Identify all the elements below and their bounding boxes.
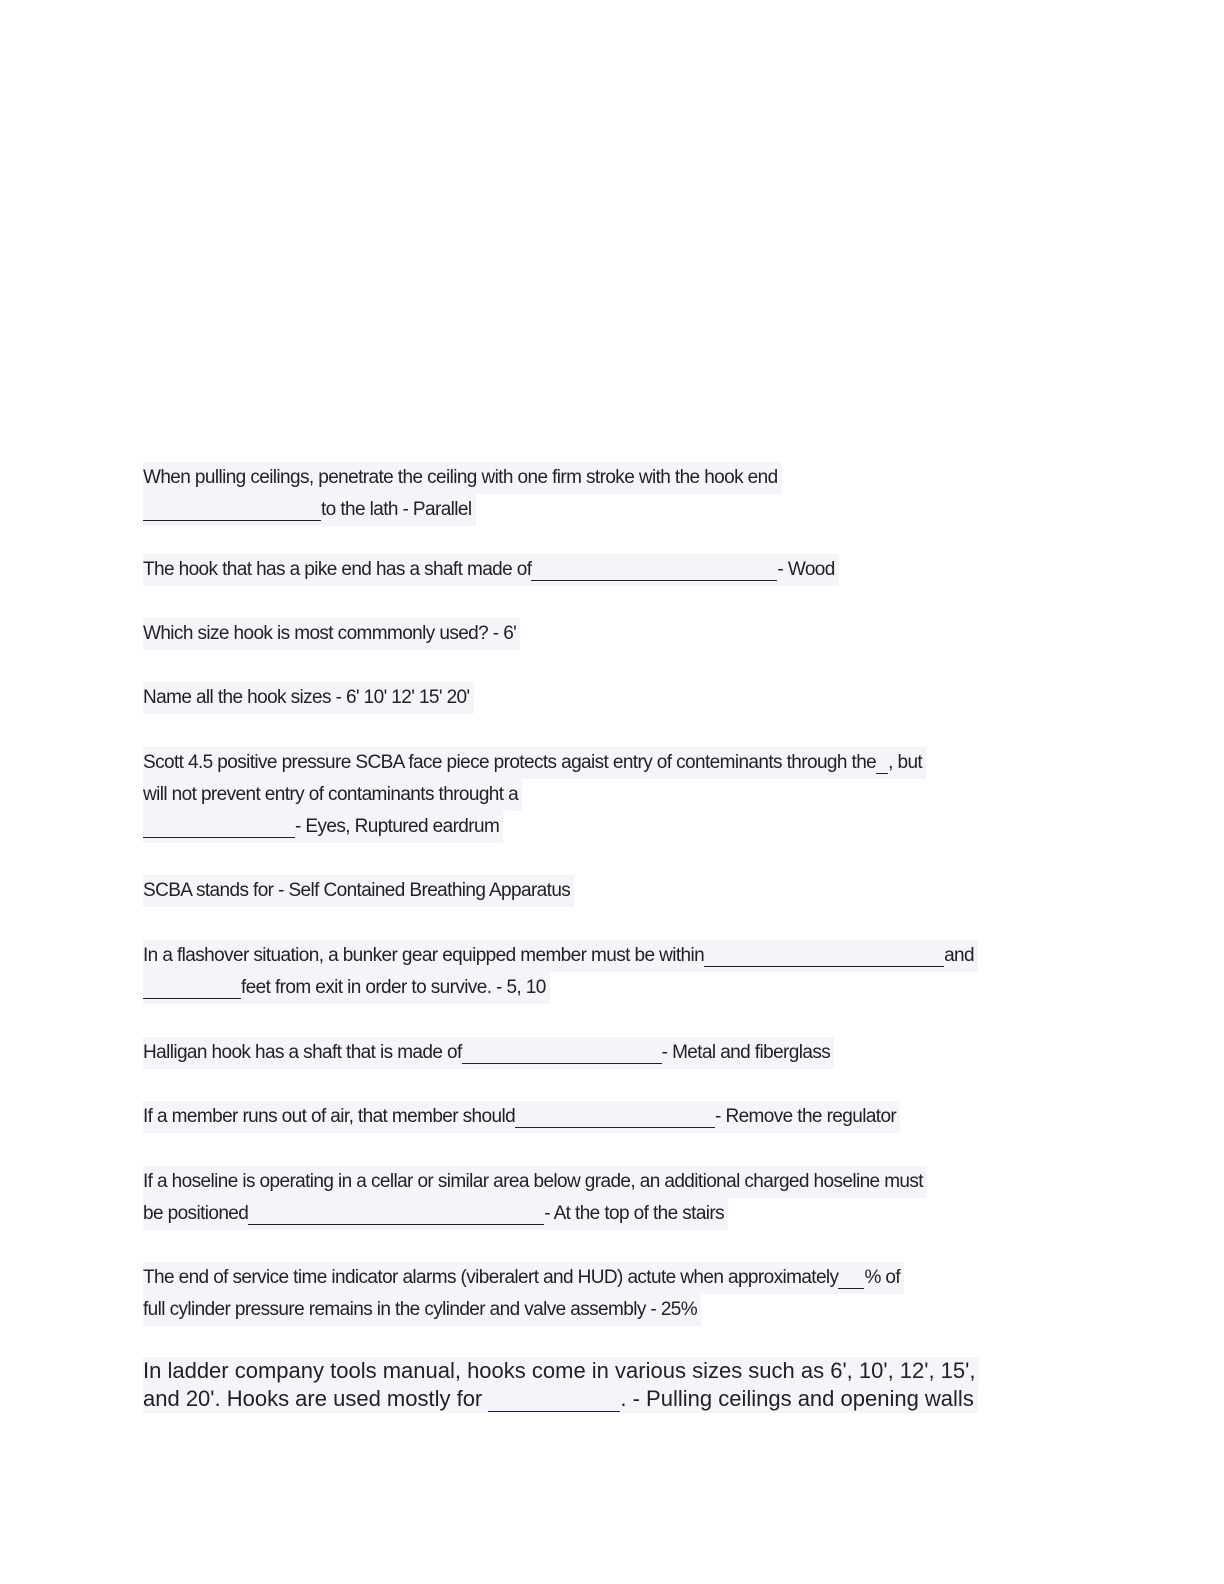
q4-line: Name all the hook sizes - 6' 10' 12' 15' 20' [143,682,474,714]
q12-line2: and 20'. Hooks are used mostly for . - Pulling ceilings and opening walls [143,1385,978,1413]
answer-blank [143,498,321,521]
answer-blank [515,1105,715,1128]
q7-line1: In a flashover situation, a bunker gear equipped member must be within and [143,940,978,972]
answer-blank [838,1266,864,1289]
q5-line1: Scott 4.5 positive pressure SCBA face piece protects agaist entry of conteminants through the , but [143,747,926,779]
answer-blank [704,944,944,967]
q1-line2: to the lath - Parallel [143,494,476,526]
answer-blank [531,558,777,581]
q1-line1: When pulling ceilings, penetrate the ceiling with one firm stroke with the hook end [143,462,782,494]
answer-blank [462,1041,662,1064]
answer-blank [143,815,295,838]
q6-line: SCBA stands for - Self Contained Breathing Apparatus [143,875,574,907]
q11-line2: full cylinder pressure remains in the cylinder and valve assembly - 25% [143,1294,701,1326]
q5-line3: - Eyes, Ruptured eardrum [143,811,503,843]
q9-line: If a member runs out of air, that member should - Remove the regulator [143,1101,900,1133]
q2-line: The hook that has a pike end has a shaft made of - Wood [143,554,839,586]
answer-blank [143,976,241,999]
q12-line1: In ladder company tools manual, hooks come in various sizes such as 6', 10', 12', 15', [143,1357,979,1385]
q3-line: Which size hook is most commmonly used? - 6' [143,618,520,650]
q5-line2: will not prevent entry of contaminants throught a [143,779,522,811]
q7-line2: feet from exit in order to survive. - 5, 10 [143,972,550,1004]
answer-blank [876,751,888,774]
q10-line2: be positioned - At the top of the stairs [143,1198,728,1230]
q10-line1: If a hoseline is operating in a cellar or similar area below grade, an additional charged hoseline must [143,1166,927,1198]
q8-line: Halligan hook has a shaft that is made of - Metal and fiberglass [143,1037,834,1069]
q11-line1: The end of service time indicator alarms (viberalert and HUD) actute when approximately % of [143,1262,904,1294]
answer-blank [248,1202,544,1225]
answer-blank [488,1389,620,1412]
